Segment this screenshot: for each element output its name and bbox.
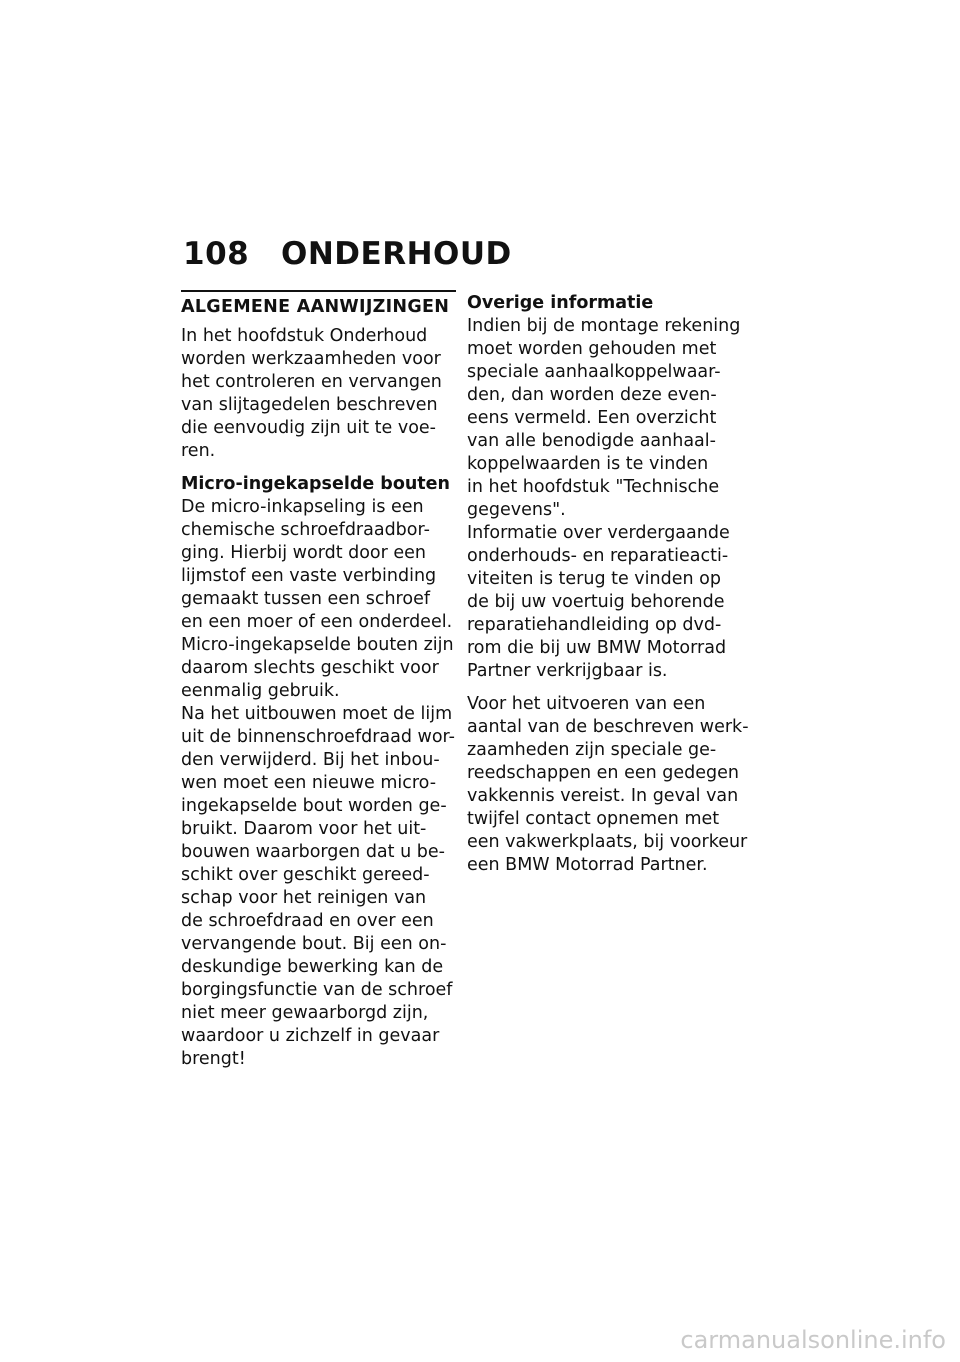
left-column (181, 290, 456, 1071)
text-line: het controleren en vervangen (181, 372, 442, 392)
right-column (467, 292, 757, 877)
text-line: aantal van de beschreven werk- (467, 717, 749, 737)
other-info-paragraph-1 (467, 315, 757, 522)
text-line: In het hoofdstuk Onderhoud (181, 326, 428, 346)
text-line: viteiten is terug te vinden op (467, 569, 721, 589)
text-line: in het hoofdstuk "Technische (467, 477, 720, 497)
text-line: ren. (181, 441, 216, 461)
text-line: rom die bij uw BMW Motorrad (467, 638, 727, 658)
text-line: chemische schroefdraadbor- (181, 520, 430, 540)
text-line: twijfel contact opnemen met (467, 809, 720, 829)
text-line: zaamheden zijn speciale ge- (467, 740, 717, 760)
text-line: de schroefdraad en over een (181, 911, 434, 931)
section-title: ALGEMENE AANWIJZINGEN (181, 297, 450, 317)
micro-bolts-paragraph-1 (181, 496, 456, 703)
text-line: brengt! (181, 1049, 246, 1069)
text-line: reedschappen en een gedegen (467, 763, 739, 783)
other-info-paragraph-2 (467, 522, 757, 683)
text-line: Partner verkrijgbaar is. (467, 661, 668, 681)
text-line: schap voor het reinigen van (181, 888, 427, 908)
text-line: speciale aanhaalkoppelwaar- (467, 362, 721, 382)
text-line: bouwen waarborgen dat u be- (181, 842, 445, 862)
text-line: uit de binnenschroefdraad wor- (181, 727, 455, 747)
text-line: de bij uw voertuig behorende (467, 592, 725, 612)
text-line: gemaakt tussen een schroef (181, 589, 430, 609)
text-line: Voor het uitvoeren van een (467, 694, 706, 714)
text-line: een vakwerkplaats, bij voorkeur (467, 832, 748, 852)
text-line: en een moer of een onderdeel. (181, 612, 453, 632)
text-line: koppelwaarden is te vinden (467, 454, 709, 474)
text-line: een BMW Motorrad Partner. (467, 855, 708, 875)
text-line: niet meer gewaarborgd zijn, (181, 1003, 429, 1023)
intro-paragraph (181, 325, 456, 463)
text-line: gegevens". (467, 500, 566, 520)
other-info-paragraph-3 (467, 693, 757, 877)
text-line: onderhouds- en reparatieacti- (467, 546, 729, 566)
text-line: Micro-ingekapselde bouten zijn (181, 635, 454, 655)
text-line: vervangende bout. Bij een on- (181, 934, 447, 954)
text-line: bruikt. Daarom voor het uit- (181, 819, 427, 839)
text-line: deskundige bewerking kan de (181, 957, 444, 977)
text-line: eenmalig gebruik. (181, 681, 340, 701)
text-line: worden werkzaamheden voor (181, 349, 441, 369)
text-line: borgingsfunctie van de schroef (181, 980, 453, 1000)
text-line: moet worden gehouden met (467, 339, 717, 359)
text-line: ingekapselde bout worden ge- (181, 796, 447, 816)
text-line: waardoor u zichzelf in gevaar (181, 1026, 440, 1046)
text-line: Informatie over verdergaande (467, 523, 730, 543)
text-line: ging. Hierbij wordt door een (181, 543, 427, 563)
micro-bolts-paragraph-2 (181, 703, 456, 1071)
page-header (183, 236, 512, 272)
text-line: schikt over geschikt gereed- (181, 865, 430, 885)
text-line: eens vermeld. Een overzicht (467, 408, 717, 428)
text-line: wen moet een nieuwe micro- (181, 773, 437, 793)
text-line: die eenvoudig zijn uit te voe- (181, 418, 436, 438)
watermark: carmanualsonline.info (680, 1326, 946, 1354)
text-line: vakkennis vereist. In geval van (467, 786, 739, 806)
text-line: lijmstof een vaste verbinding (181, 566, 437, 586)
text-line: van alle benodigde aanhaal- (467, 431, 716, 451)
text-line: daarom slechts geschikt voor (181, 658, 439, 678)
text-line: Indien bij de montage rekening (467, 316, 741, 336)
subheading-other-info: Overige informatie (467, 293, 654, 313)
chapter-title: ONDERHOUD (281, 236, 512, 272)
text-line: den, dan worden deze even- (467, 385, 717, 405)
subheading-micro-bolts: Micro-ingekapselde bouten (181, 474, 451, 494)
text-line: den verwijderd. Bij het inbou- (181, 750, 440, 770)
page-number: 108 (183, 236, 250, 272)
text-line: reparatiehandleiding op dvd- (467, 615, 722, 635)
text-line: De micro-inkapseling is een (181, 497, 424, 517)
text-line: Na het uitbouwen moet de lijm (181, 704, 453, 724)
text-line: van slijtagedelen beschreven (181, 395, 438, 415)
